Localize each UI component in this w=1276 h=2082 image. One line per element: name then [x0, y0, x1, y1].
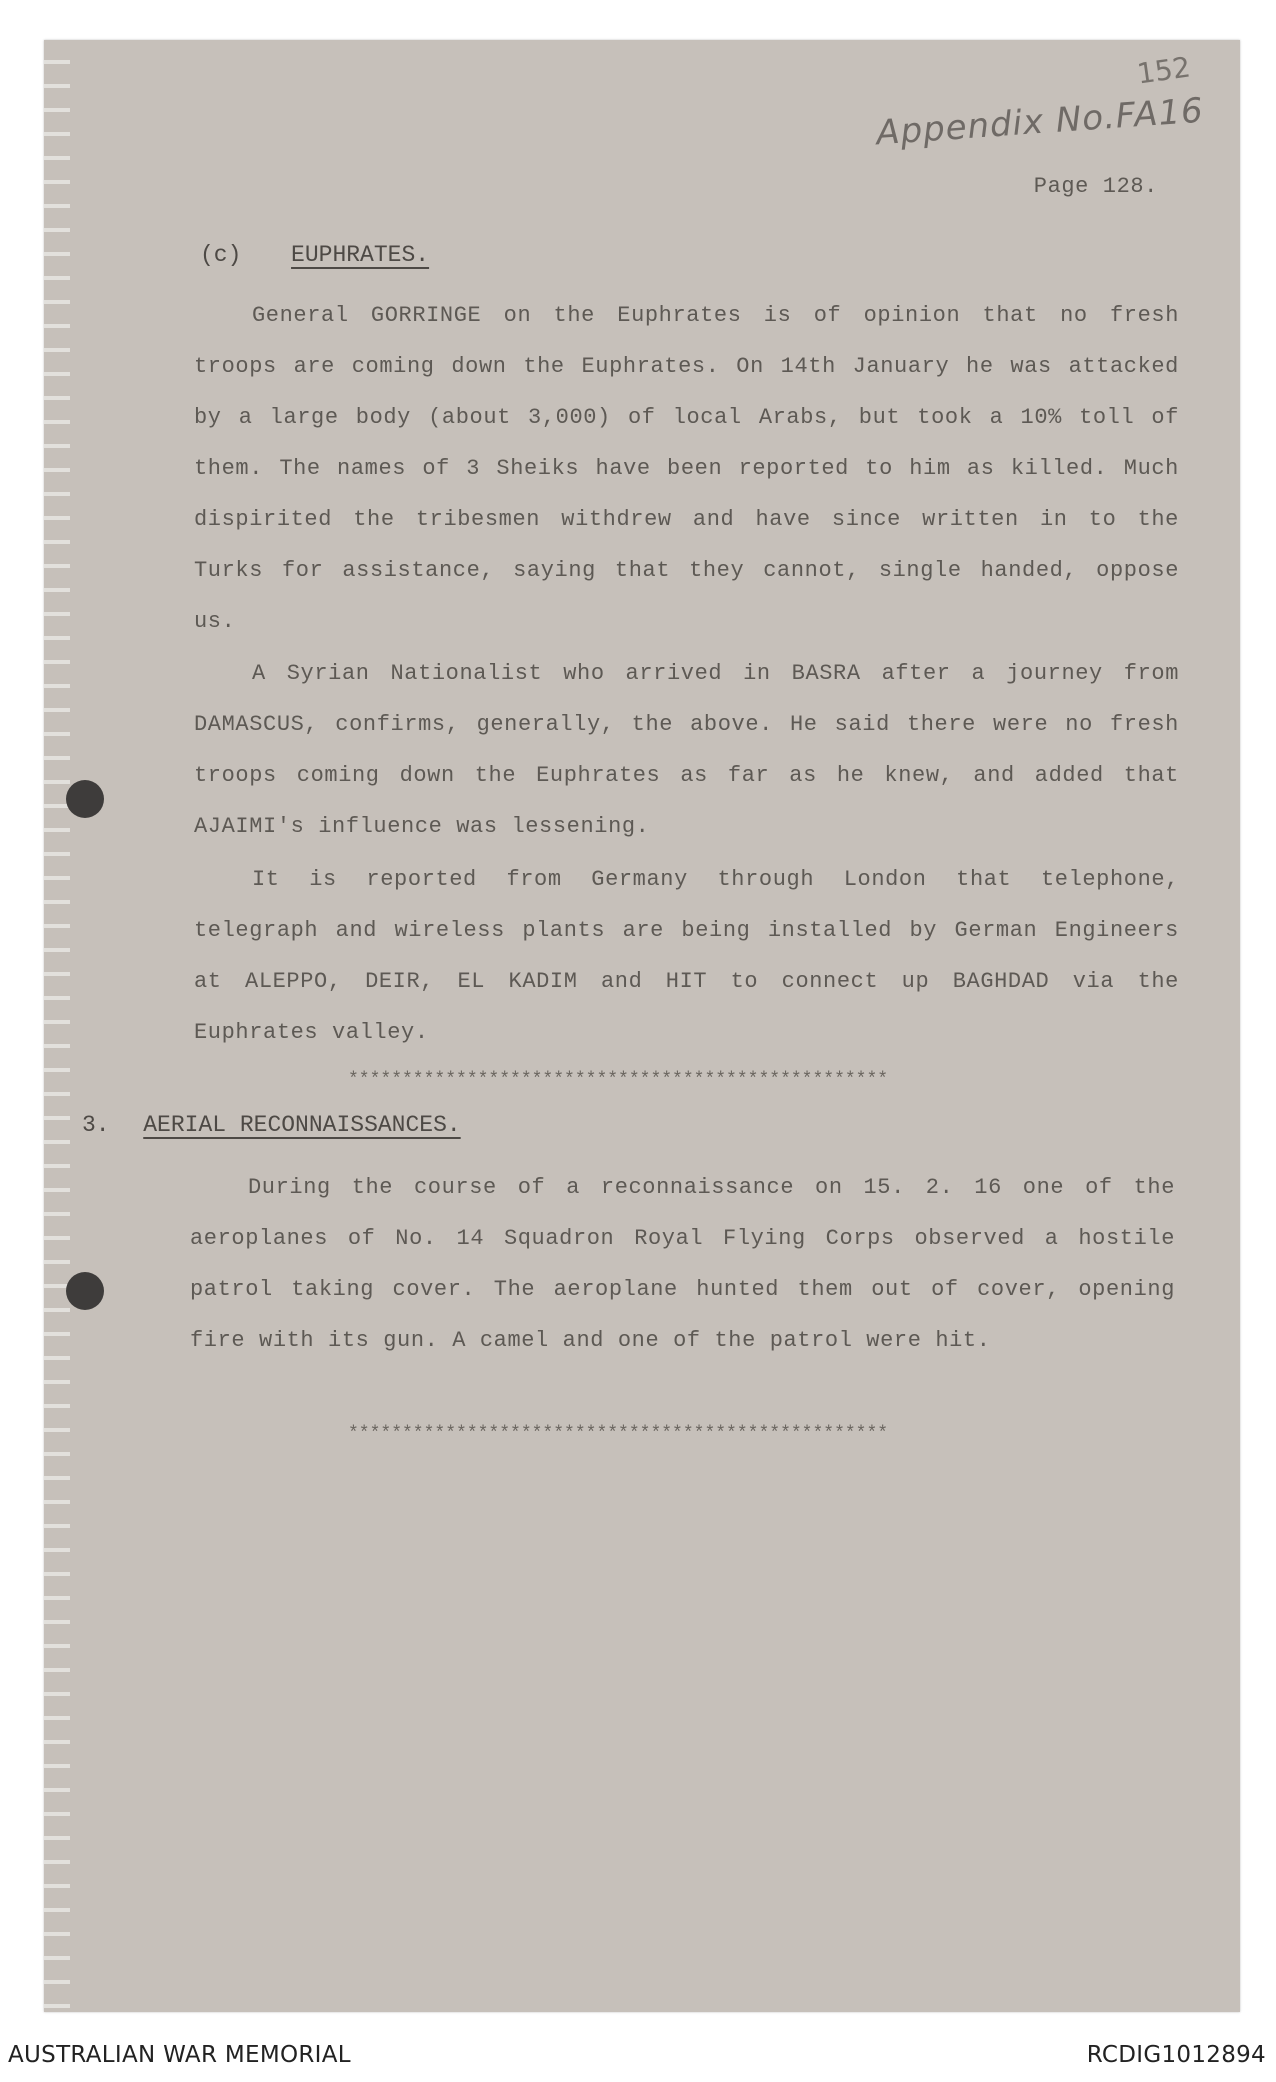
- section-c-heading: [200, 242, 429, 268]
- section-c-marker: (c): [200, 242, 242, 268]
- appendix-annotation: Appendix No.FA16: [875, 90, 1205, 154]
- footer-record-id: RCDIG1012894: [1086, 2042, 1266, 2068]
- page-number: Page 128.: [1033, 174, 1158, 199]
- section-c-title: EUPHRATES.: [291, 242, 430, 268]
- section-3-heading: [82, 1112, 461, 1138]
- section-3-paragraph-1: During the course of a reconnaissance on 15. 2. 16 one of the aeroplanes of No. 14 Squadron Royal Flying Corps observed a hostile patrol taking cover. The aeroplane hunted them out of cover, opening fire with its gun. A camel and one of the patrol were hit.: [190, 1175, 1175, 1353]
- section-c-paragraph-1: General GORRINGE on the Euphrates is of opinion that no fresh troops are coming down the Euphrates. On 14th January he was attacked by a large body (about 3,000) of local Arabs, but took a 10% toll of them. The names of 3 Sheiks have been reported to him as killed. Much dispirited the tribesmen withdrew and have since written in to the Turks for assistance, saying that they cannot, single handed, oppose us.: [194, 303, 1179, 634]
- document-page: [44, 40, 1240, 2012]
- punch-hole-lower: [66, 1272, 104, 1310]
- section-c-paragraph-3: It is reported from Germany through London that telephone, telegraph and wireless plants are being installed by German Engineers at ALEPPO, DEIR, EL KADIM and HIT to connect up BAGHDAD via the Euphrates valley.: [194, 867, 1179, 1045]
- punch-hole-upper: [66, 780, 104, 818]
- section-3-title: AERIAL RECONNAISSANCES.: [143, 1112, 461, 1138]
- section-3-marker: 3.: [82, 1112, 110, 1138]
- section-c-separator: **************************************************: [348, 1070, 889, 1090]
- section-c-paragraph-2: A Syrian Nationalist who arrived in BASRA after a journey from DAMASCUS, confirms, generally, the above. He said there were no fresh troops coming down the Euphrates as far as he knew, and added that AJAIMI's influence was lessening.: [194, 661, 1179, 839]
- footer-archive-name: AUSTRALIAN WAR MEMORIAL: [8, 2042, 351, 2068]
- section-3-separator: **************************************************: [348, 1424, 889, 1444]
- folio-number: 152: [1134, 50, 1193, 91]
